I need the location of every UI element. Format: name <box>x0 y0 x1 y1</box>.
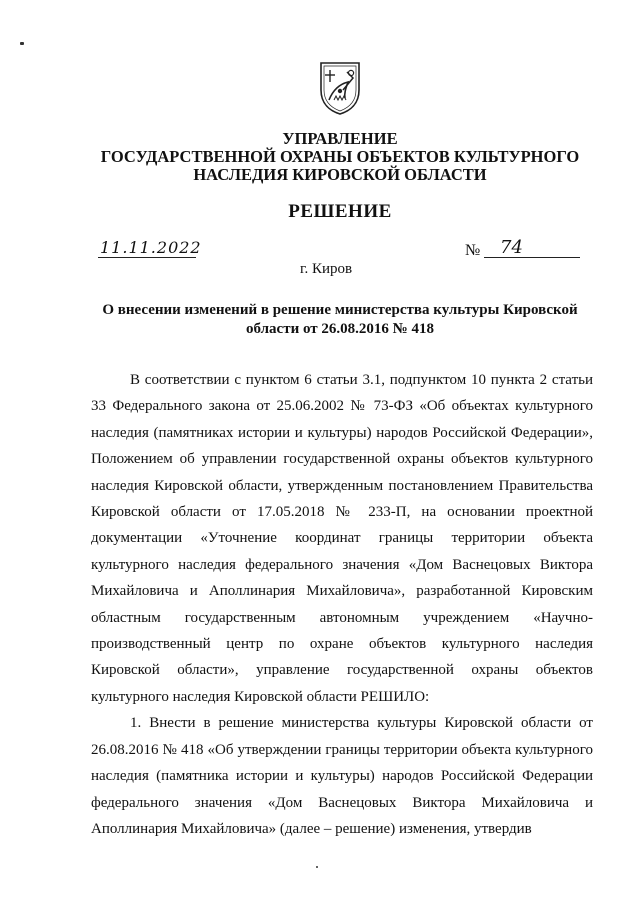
city-of-issue: г. Киров <box>300 261 353 277</box>
authority-line: ГОСУДАРСТВЕННОЙ ОХРАНЫ ОБЪЕКТОВ КУЛЬТУРНОГО <box>100 147 580 166</box>
issuing-authority <box>60 130 620 184</box>
scan-speck <box>316 866 318 868</box>
document-date: 11.11.2022 <box>100 238 202 257</box>
subject-line: области от 26.08.2016 № 418 <box>246 321 434 337</box>
document-number: 74 <box>484 239 580 258</box>
scan-speck <box>20 42 24 45</box>
kirov-coat-of-arms-icon <box>318 60 362 116</box>
document-body <box>91 367 593 842</box>
authority-line: НАСЛЕДИЯ КИРОВСКОЙ ОБЛАСТИ <box>193 165 487 184</box>
subject-line: О внесении изменений в решение министерства культуры Кировской <box>102 302 578 318</box>
decision-item-1: 1. Внести в решение министерства культуры Кировской области от 26.08.2016 № 418 «Об утверждении границы территории объекта культурного наследия (памятника истории и культуры) народов Российской Федерации федерального значения «Дом Васнецовых Виктора Михайловича и Аполлинария Михайловича» (далее – решение) изменения, утвердив <box>91 715 593 837</box>
preamble-paragraph: В соответствии с пунктом 6 статьи 3.1, подпунктом 10 пункта 2 статьи 33 Федерального закона от 25.06.2002 № 73-ФЗ «Об объектах культурного наследия (памятниках истории и культуры) народов Российской Федерации», Положением об управлении государственной охраны объектов культурного наследия Кировской области, утвержденным постановлением Правительства Кировской области от 17.05.2018 № 233-П, на основании проектной документации «Уточнение координат границы территории объекта культурного наследия федерального значения «Дом Васнецовых Виктора Михайловича и Аполлинария Михайловича», разработанной Кировским областным государственным автономным учреждением «Научно-производственный центр по охране объектов культурного наследия Кировской области», управление государственной охраны объектов культурного наследия Кировской области РЕШИЛО: <box>91 372 593 705</box>
document-type: РЕШЕНИЕ <box>288 201 392 222</box>
authority-line: УПРАВЛЕНИЕ <box>282 129 398 148</box>
number-label: № <box>465 242 481 259</box>
document-subject <box>90 301 590 339</box>
